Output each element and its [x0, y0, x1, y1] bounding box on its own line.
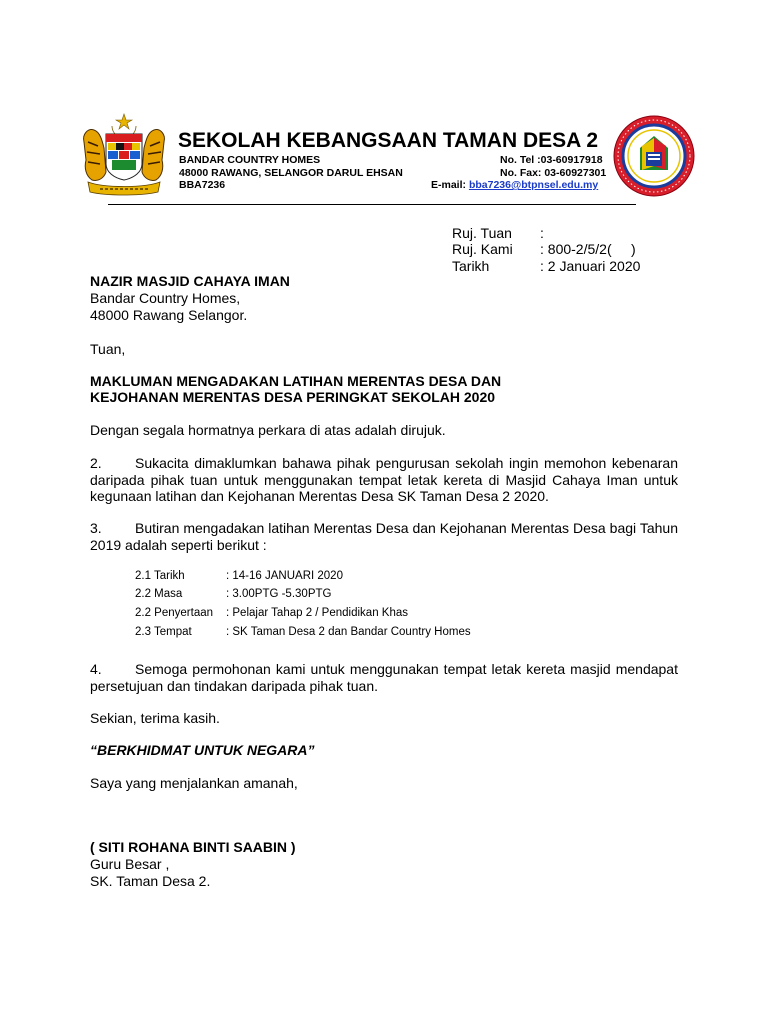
recipient-address-1: Bandar Country Homes,	[90, 290, 241, 306]
paragraph-3	[90, 520, 678, 553]
ruj-tuan-value: :	[540, 225, 544, 241]
email-line	[431, 179, 598, 191]
detail-value: : Pelajar Tahap 2 / Pendidikan Khas	[226, 607, 408, 619]
school-emblem-icon	[612, 114, 696, 198]
paragraph-2	[90, 455, 678, 505]
address-line-1: BANDAR COUNTRY HOMES	[179, 154, 321, 166]
paragraph-4-text-1: Semoga permohonan kami untuk menggunakan tempat letak kereta masjid mendapat	[135, 661, 678, 677]
signatory-name: ( SITI ROHANA BINTI SAABIN )	[90, 839, 296, 855]
subject-line-1: MAKLUMAN MENGADAKAN LATIHAN MERENTAS DESA DAN	[90, 373, 502, 389]
detail-row-masa	[135, 588, 331, 600]
paragraph-2-line-2: daripada pihak tuan untuk menggunakan tempat letak kereta di Masjid Cahaya Iman untuk	[90, 471, 678, 488]
paragraph-4	[90, 661, 678, 694]
ruj-kami-value: : 800-2/5/2( )	[540, 241, 636, 257]
trust-line: Saya yang menjalankan amanah,	[90, 775, 298, 791]
email-link[interactable]: bba7236@btpnsel.edu.my	[468, 179, 599, 191]
paragraph-number: 4.	[90, 661, 102, 677]
detail-row-penyertaan	[135, 607, 408, 619]
school-code: BBA7236	[179, 179, 226, 191]
paragraph-2-text-1: Sukacita dimaklumkan bahawa pihak pengurusan sekolah ingin memohon kebenaran	[135, 455, 678, 471]
closing-remark: Sekian, terima kasih.	[90, 710, 220, 726]
subject-line-2: KEJOHANAN MERENTAS DESA PERINGKAT SEKOLAH 2020	[90, 389, 496, 405]
ref-tarikh	[452, 258, 640, 274]
paragraph-number: 3.	[90, 520, 102, 536]
detail-row-tarikh	[135, 570, 343, 582]
telephone-number: No. Tel :03-60917918	[500, 154, 603, 166]
school-name: SEKOLAH KEBANGSAAN TAMAN DESA 2	[178, 129, 599, 152]
detail-value: : 3.00PTG -5.30PTG	[226, 588, 332, 600]
signatory-title: Guru Besar ,	[90, 856, 170, 872]
detail-value: : SK Taman Desa 2 dan Bandar Country Homes	[226, 626, 471, 638]
ref-ruj-tuan	[452, 225, 544, 241]
recipient-name: NAZIR MASJID CAHAYA IMAN	[90, 273, 290, 289]
motto: “BERKHIDMAT UNTUK NEGARA”	[90, 742, 315, 758]
tarikh-label: Tarikh	[452, 258, 490, 274]
ruj-tuan-label: Ruj. Tuan	[452, 225, 512, 241]
paragraph-2-line-1	[90, 455, 678, 472]
detail-row-tempat	[135, 626, 471, 638]
salutation: Tuan,	[90, 341, 126, 357]
detail-key: 2.1 Tarikh	[135, 570, 185, 582]
tarikh-value: : 2 Januari 2020	[540, 258, 641, 274]
address-line-2: 48000 RAWANG, SELANGOR DARUL EHSAN	[179, 167, 403, 179]
signatory-school: SK. Taman Desa 2.	[90, 873, 211, 889]
detail-value: : 14-16 JANUARI 2020	[226, 570, 343, 582]
ruj-kami-label: Ruj. Kami	[452, 241, 513, 257]
paragraph-2-line-3: kegunaan latihan dan Kejohanan Merentas Desa SK Taman Desa 2 2020.	[90, 488, 549, 504]
paragraph-4-line-1	[90, 661, 678, 678]
paragraph-3-line-1	[90, 520, 678, 537]
paragraph-3-line-2: 2019 adalah seperti berikut :	[90, 536, 267, 553]
recipient-address-2: 48000 Rawang Selangor.	[90, 307, 248, 323]
detail-key: 2.3 Tempat	[135, 626, 192, 638]
opening-sentence: Dengan segala hormatnya perkara di atas adalah dirujuk.	[90, 422, 446, 438]
paragraph-number: 2.	[90, 455, 102, 471]
detail-key: 2.2 Penyertaan	[135, 607, 214, 619]
ref-ruj-kami	[452, 241, 636, 257]
header-divider	[108, 204, 636, 205]
email-label: E-mail:	[431, 179, 467, 191]
paragraph-3-text-1: Butiran mengadakan latihan Merentas Desa dan Kejohanan Merentas Desa bagi Tahun	[135, 520, 678, 536]
fax-number: No. Fax: 03-60927301	[500, 167, 607, 179]
malaysia-coat-of-arms-icon	[78, 112, 170, 196]
detail-key: 2.2 Masa	[135, 588, 183, 600]
paragraph-4-line-2: persetujuan dan tindakan daripada pihak tuan.	[90, 677, 378, 694]
